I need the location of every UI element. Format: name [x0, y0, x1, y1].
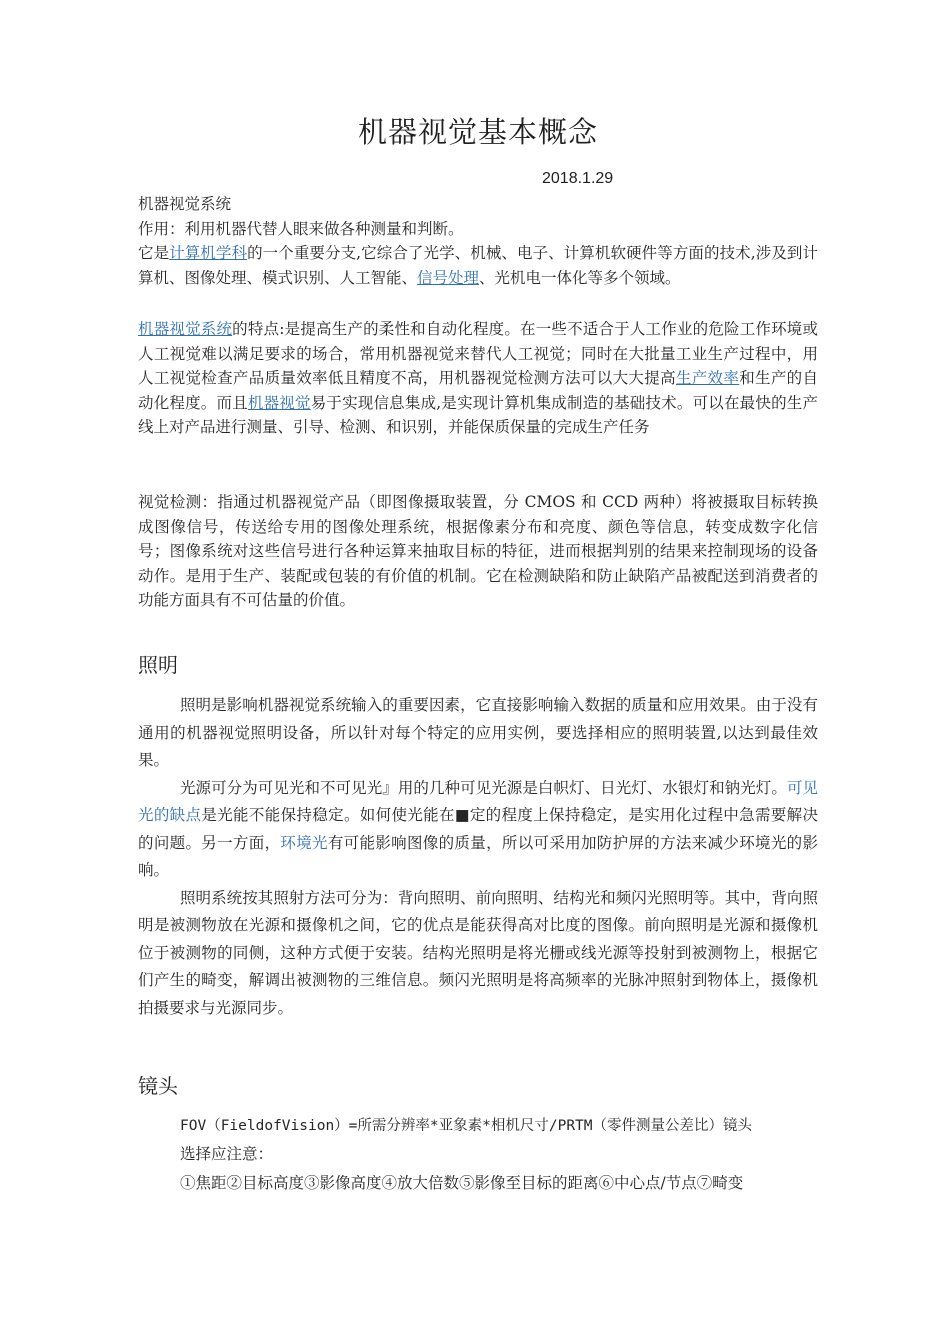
- lighting-paragraph-2: [138, 775, 818, 885]
- link-machine-vision-system[interactable]: 机器视觉系统: [138, 320, 233, 338]
- features-text: 易于实现信息集成,是实现计算机集成制造的基础技术。可以在最快的生产线上对产品进行测量、引导、检测、和识别，并能保质保量的完成生产任务: [138, 393, 818, 436]
- features-text: 的特点:是提高生产的柔性和自动化程度。在一些不适合于人工作业的危险工作环境或人工视觉难以满足要求的场合，常用机器视觉来替代人工视觉；同时在大批量工业生产过程中，用人工视觉检查产品质量效率低且精度不高，用机器视觉检测方法可以大大提高: [138, 320, 818, 387]
- system-intro: [138, 241, 818, 290]
- system-purpose: 作用：利用机器代替人眼来做各种测量和判断。: [138, 219, 464, 238]
- system-section: [138, 192, 818, 290]
- link-visible-light-drawback[interactable]: 可见光的缺点: [138, 778, 818, 824]
- intro-text: 的一个重要分支,它综合了光学、机械、电子、计算机软硬件等方面的技术,涉及到计算机、图像处理、模式识别、人工智能、: [138, 244, 818, 287]
- intro-text: 、光机电一体化等多个领域。: [479, 268, 681, 287]
- link-computer-science[interactable]: 计算机学科: [169, 244, 248, 262]
- detection-paragraph: [138, 490, 818, 613]
- lens-formula-line-2: 选择应注意：: [180, 1144, 274, 1163]
- features-text: 和生产的自动化程度。而且: [138, 369, 818, 412]
- lens-selection-list: ①焦距②目标高度③影像高度④放大倍数⑤影像至目标的距离⑥中心点/节点⑦畸变: [180, 1174, 744, 1192]
- lighting-paragraph-3: 照明系统按其照射方法可分为：背向照明、前向照明、结构光和频闪光照明等。其中，背向照明是被测物放在光源和摄像机之间，它的优点是能获得高对比度的图像。前向照明是光源和摄像机位于被测物的同侧，这种方式便于安装。结构光照明是将光栅或线光源等投射到被测物上，根据它们产生的畸变，解调出被测物的三维信息。频闪光照明是将高频率的光脉冲照射到物体上，摄像机拍摄要求与光源同步。: [138, 888, 818, 1017]
- intro-text: 它是: [138, 244, 170, 262]
- detection-text: 视觉检测：指通过机器视觉产品（即图像摄取装置，分 CMOS 和 CCD 两种）将被摄取目标转换成图像信号，传送给专用的图像处理系统，根据像素分布和亮度、颜色等信息，转变成数字化信号；图像系统对这些信号进行各种运算来抽取目标的特征，进而根据判别的结果来控制现场的设备动作。是用于生产、装配或包装的有价值的机制。它在检测缺陷和防止缺陷产品被配送到消费者的功能方面具有不可估量的价值。: [138, 493, 818, 609]
- features-paragraph: [138, 317, 818, 440]
- lighting-paragraph-1: 照明是影响机器视觉系统输入的重要因素，它直接影响输入数据的质量和应用效果。由于没有通用的机器视觉照明设备，所以针对每个特定的应用实例，要选择相应的照明装置,以达到最佳效果。: [138, 696, 818, 769]
- lens-section: [138, 1113, 818, 1198]
- lighting-heading: 照明: [138, 653, 178, 677]
- lighting-text: 光源可分为可见光和不可见光』用的几种可见光源是白帜灯、日光灯、水银灯和钠光灯。: [180, 778, 787, 797]
- lens-formula-line-1: FOV（FieldofVision）=所需分辨率*亚象素*相机尺寸/PRTM（零件测量公差比）镜头: [180, 1118, 753, 1134]
- lighting-section: [138, 692, 818, 1022]
- lens-heading: 镜头: [138, 1074, 178, 1098]
- link-production-efficiency[interactable]: 生产效率: [675, 369, 740, 387]
- document-date: 2018.1.29: [542, 170, 614, 187]
- lighting-text: 有可能影响图像的质量，所以可采用加防护屏的方法来减少环境光的影响。: [138, 833, 818, 879]
- system-heading: 机器视觉系统: [138, 195, 232, 213]
- link-signal-processing[interactable]: 信号处理: [417, 268, 480, 287]
- document-title: 机器视觉基本概念: [357, 115, 598, 149]
- lighting-text: 是光能不能保持稳定。如何使光能在■定的程度上保持稳定，是实用化过程中急需要解决的问题。另一方面，: [138, 806, 818, 852]
- link-machine-vision[interactable]: 机器视觉: [247, 393, 311, 412]
- link-ambient-light[interactable]: 环境光: [280, 833, 328, 852]
